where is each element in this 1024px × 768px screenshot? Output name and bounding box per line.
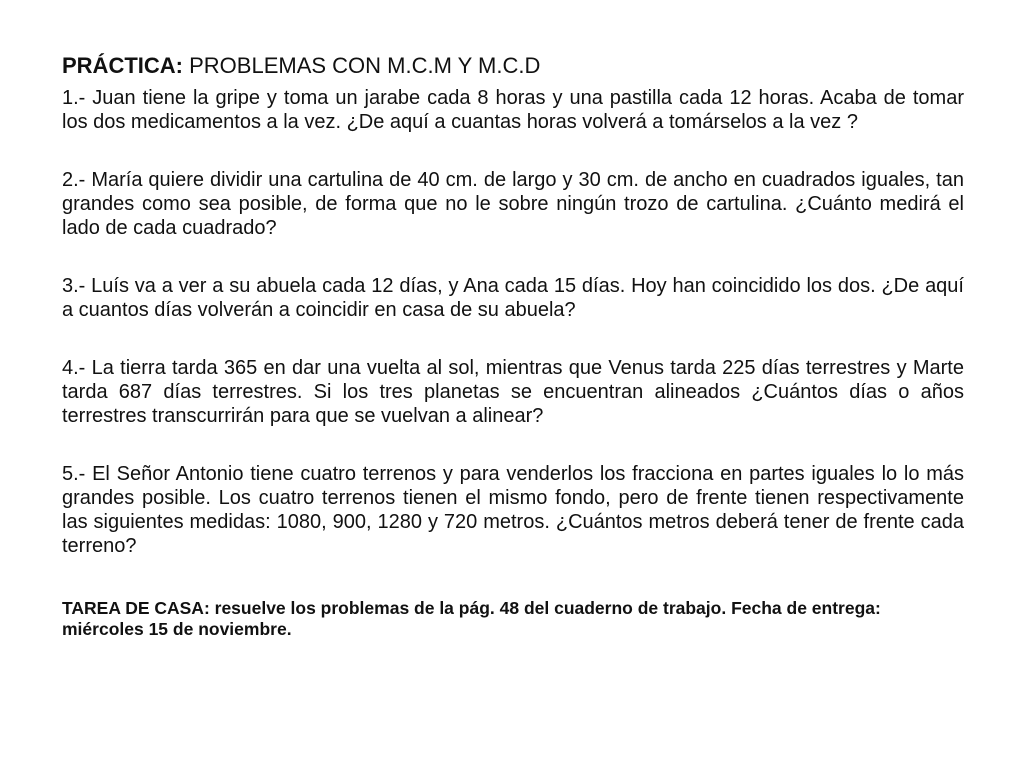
slide-title (62, 52, 964, 80)
homework-note: TAREA DE CASA: resuelve los problemas de la pág. 48 del cuaderno de trabajo. Fecha de entrega: miércoles 15 de noviembre. (62, 598, 881, 639)
title-text: PROBLEMAS CON M.C.M Y M.C.D (183, 53, 541, 78)
problem-3: 3.- Luís va a ver a su abuela cada 12 días, y Ana cada 15 días. Hoy han coincidido los dos. ¿De aquí a cuantos días volverán a coincidir en casa de su abuela? (62, 275, 964, 321)
problem-5: 5.- El Señor Antonio tiene cuatro terrenos y para venderlos los fracciona en partes iguales lo lo más grandes posible. Los cuatro terrenos tienen el mismo fondo, pero de frente tienen respectivamente las siguientes medidas: 1080, 900, 1280 y 720 metros. ¿Cuántos metros deberá tener de frente cada terreno? (62, 463, 964, 557)
problem-4: 4.- La tierra tarda 365 en dar una vuelta al sol, mientras que Venus tarda 225 días terrestres y Marte tarda 687 días terrestres. Si los tres planetas se encuentran alineados ¿Cuántos días o años terrestres transcurrirán para que se vuelvan a alinear? (62, 357, 964, 427)
problem-2: 2.- María quiere dividir una cartulina de 40 cm. de largo y 30 cm. de ancho en cuadrados iguales, tan grandes como sea posible, de forma que no le sobre ningún trozo de cartulina. ¿Cuánto medirá el lado de cada cuadrado? (62, 169, 964, 239)
title-label: PRÁCTICA: (62, 53, 183, 78)
problem-1: 1.- Juan tiene la gripe y toma un jarabe cada 8 horas y una pastilla cada 12 horas. Acaba de tomar los dos medicamentos a la vez. ¿De aquí a cuantas horas volverá a tomárselos a la vez ? (62, 87, 964, 133)
slide-content (62, 52, 964, 658)
